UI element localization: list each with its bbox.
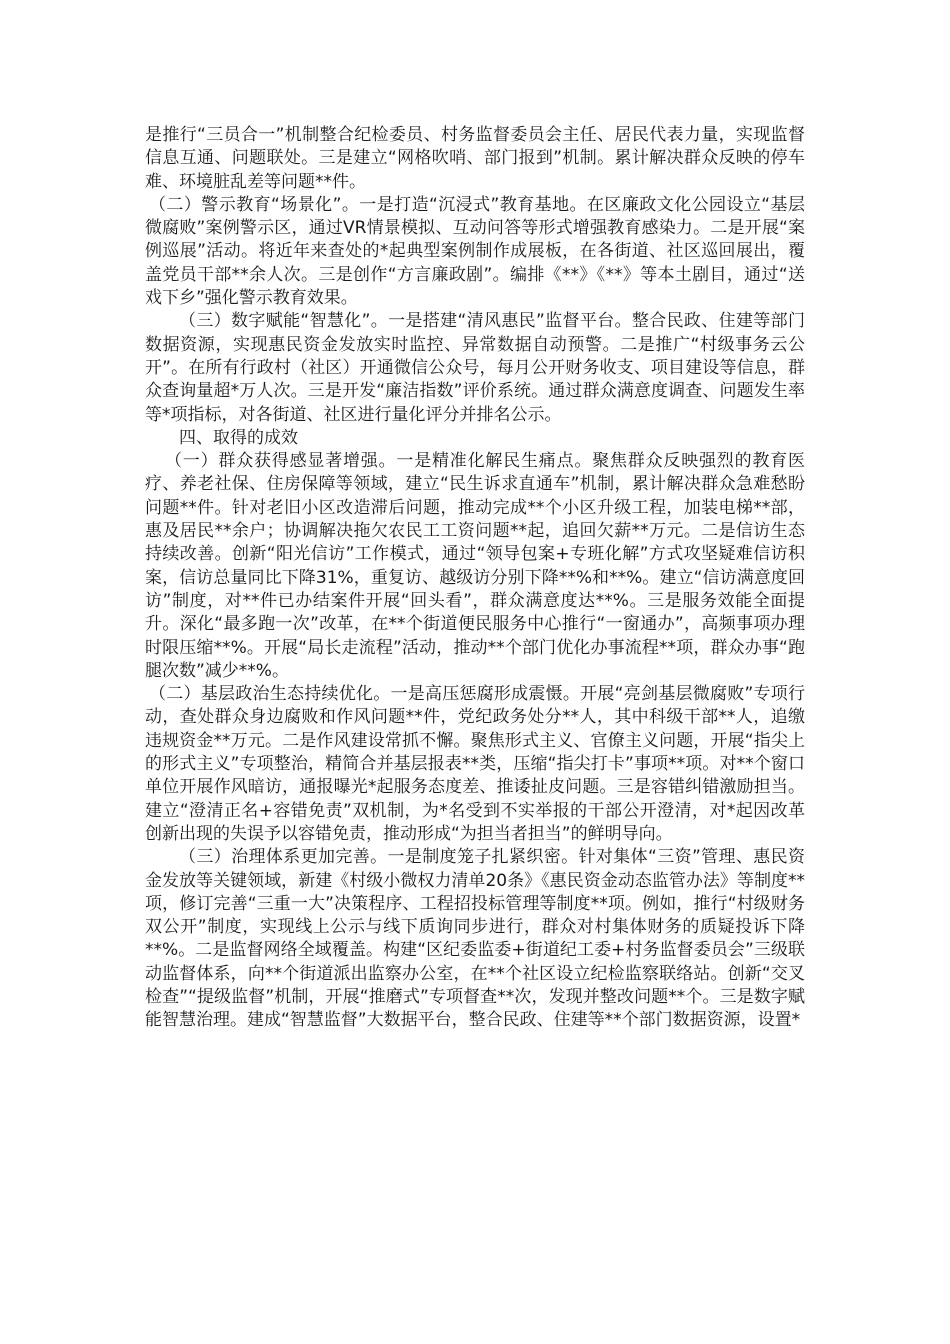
- paragraph-warning-education: （二）警示教育“场景化”。一是打造“沉浸式”教育基地。在区廉政文化公园设立“基层微腐败”案例警示区，通过VR情景模拟、互动问答等形式增强教育感染力。二是开展“案例巡展”活动。将近年来查处的*起典型案例制作成展板，在各街道、社区巡回展出，覆盖党员干部**余人次。三是创作“方言廉政剧”。编排《**》《**》等本土剧目，通过“送戏下乡”强化警示教育效果。: [145, 194, 805, 309]
- paragraph-public-satisfaction: （一）群众获得感显著增强。一是精准化解民生痛点。聚焦群众反映强烈的教育医疗、养老社保、住房保障等领域，建立“民生诉求直通车”机制，累计解决群众急难愁盼问题**件。针对老旧小区改造滞后问题，推动完成**个小区升级工程，加装电梯**部，惠及居民**余户；协调解决拖欠农民工工资问题**起，追回欠薪**万元。二是信访生态持续改善。创新“阳光信访”工作模式，通过“领导包案+专班化解”方式攻坚疑难信访积案，信访总量同比下降31%，重复访、越级访分别下降**%和**%。建立“信访满意度回访”制度，对**件已办结案件开展“回头看”，群众满意度达**%。三是服务效能全面提升。深化“最多跑一次”改革，在**个街道便民服务中心推行“一窗通办”，高频事项办理时限压缩**%。开展“局长走流程”活动，推动**个部门优化办事流程**项，群众办事“跑腿次数”减少**%。: [145, 451, 805, 681]
- paragraph-governance-system: （三）治理体系更加完善。一是制度笼子扎紧织密。针对集体“三资”管理、惠民资金发放等关键领域，新建《村级小微权力清单20条》《惠民资金动态监管办法》等制度**项，修订完善“三重一大”决策程序、工程招投标管理等制度**项。例如，推行“村级财务双公开”制度，实现线上公示与线下质询同步进行，群众对村集体财务的质疑投诉下降**%。二是监督网络全域覆盖。构建“区纪委监委+街道纪工委+村务监督委员会”三级联动监督体系，向**个街道派出监察办公室，在**个社区设立纪检监察联络站。创新“交叉检查”“提级监督”机制，开展“推磨式”专项督查**次，发现并整改问题**个。三是数字赋能智慧治理。建成“智慧监督”大数据平台，整合民政、住建等**个部门数据资源，设置*: [145, 847, 805, 1031]
- paragraph-political-ecology: （二）基层政治生态持续优化。一是高压惩腐形成震慑。开展“亮剑基层微腐败”专项行动，查处群众身边腐败和作风问题**件，党纪政务处分**人，其中科级干部**人，追缴违规资金**万元。二是作风建设常抓不懈。聚焦形式主义、官僚主义问题，开展“指尖上的形式主义”专项整治，精简合并基层报表**类，压缩“指尖打卡”事项**项。对**个窗口单位开展作风暗访，通报曝光*起服务态度差、推诿扯皮问题。三是容错纠错激励担当。建立“澄清正名+容错免责”双机制，为*名受到不实举报的干部公开澄清，对*起因改革创新出现的失误予以容错免责，推动形成“为担当者担当”的鲜明导向。: [145, 684, 805, 844]
- paragraph-continuation: 是推行“三员合一”机制整合纪检委员、村务监督委员会主任、居民代表力量，实现监督信息互通、问题联处。三是建立“网格吹哨、部门报到”机制。累计解决群众反映的停车难、环境脏乱差等问题**件。: [145, 125, 805, 192]
- section-heading-achievements: 四、取得的成效: [179, 427, 298, 448]
- paragraph-digital-empowerment: （三）数字赋能“智慧化”。一是搭建“清风惠民”监督平台。整合民政、住建等部门数据资源，实现惠民资金发放实时监控、异常数据自动预警。二是推广“村级事务云公开”。在所有行政村（社区）开通微信公众号，每月公开财务收支、项目建设等信息，群众查询量超*万人次。三是开发“廉洁指数”评价系统。通过群众满意度调查、问题发生率等*项指标，对各街道、社区进行量化评分并排名公示。: [145, 311, 805, 425]
- document-body: [145, 124, 805, 1033]
